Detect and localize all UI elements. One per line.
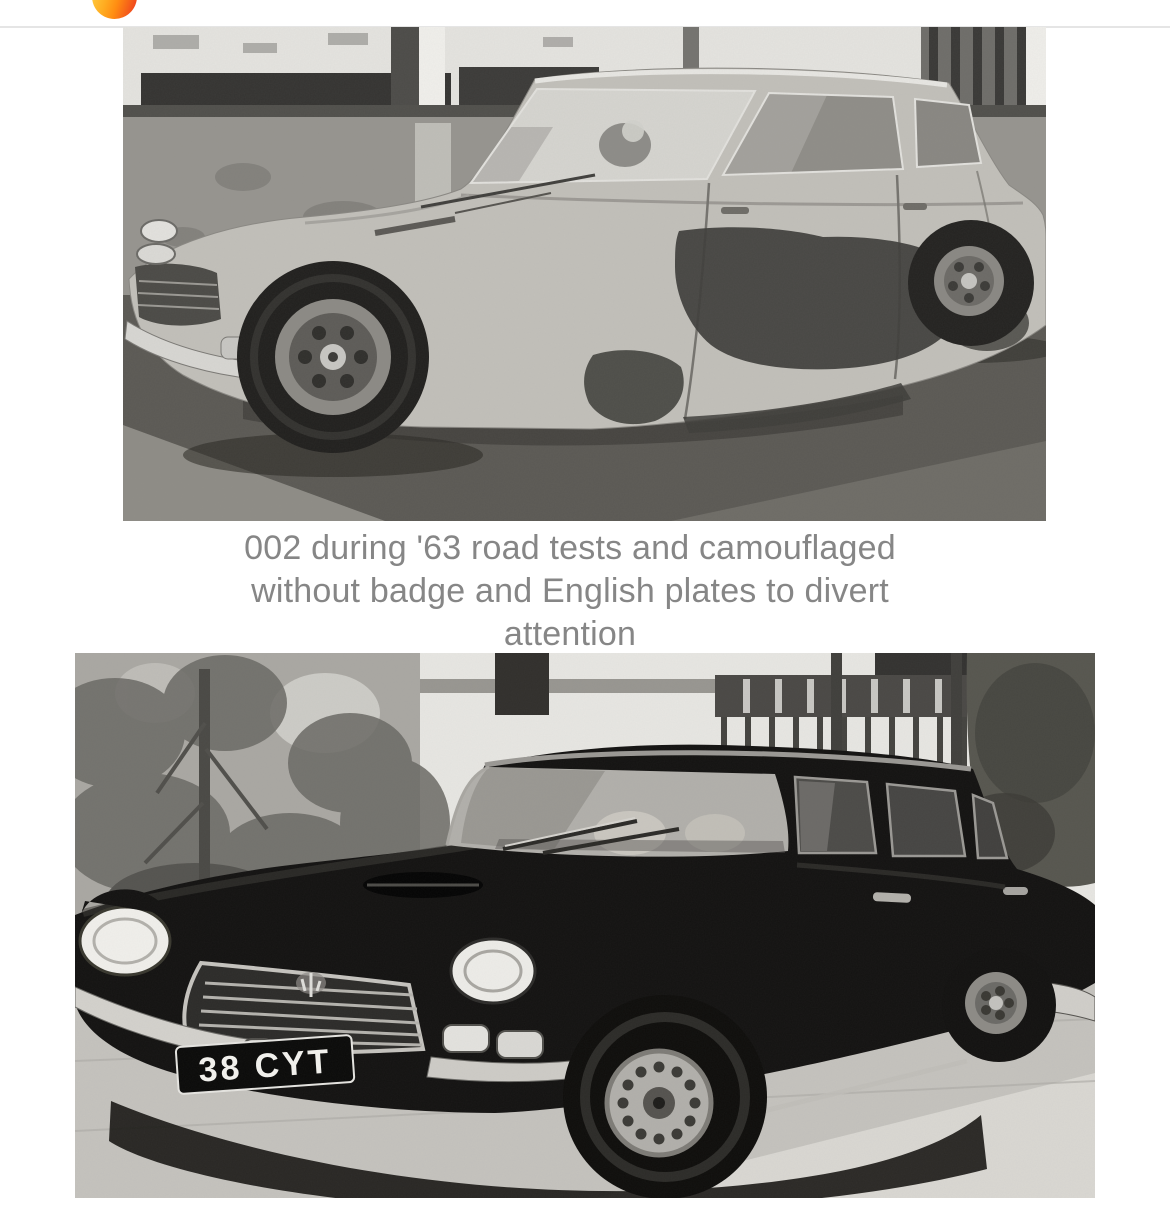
top-bar [0, 0, 1170, 28]
orange-ball-icon[interactable] [92, 0, 137, 19]
photo1-image [123, 27, 1046, 521]
photo2-image [75, 653, 1095, 1198]
caption-line-2: without badge and English plates to divert [251, 572, 889, 610]
photo-black-prototype [75, 653, 1095, 1198]
caption-line-3: attention [503, 615, 637, 653]
photo-caption [27, 527, 1113, 656]
photo-camouflaged-prototype [123, 27, 1046, 521]
caption-line-1: 002 during '63 road tests and camouflaged [244, 529, 896, 567]
